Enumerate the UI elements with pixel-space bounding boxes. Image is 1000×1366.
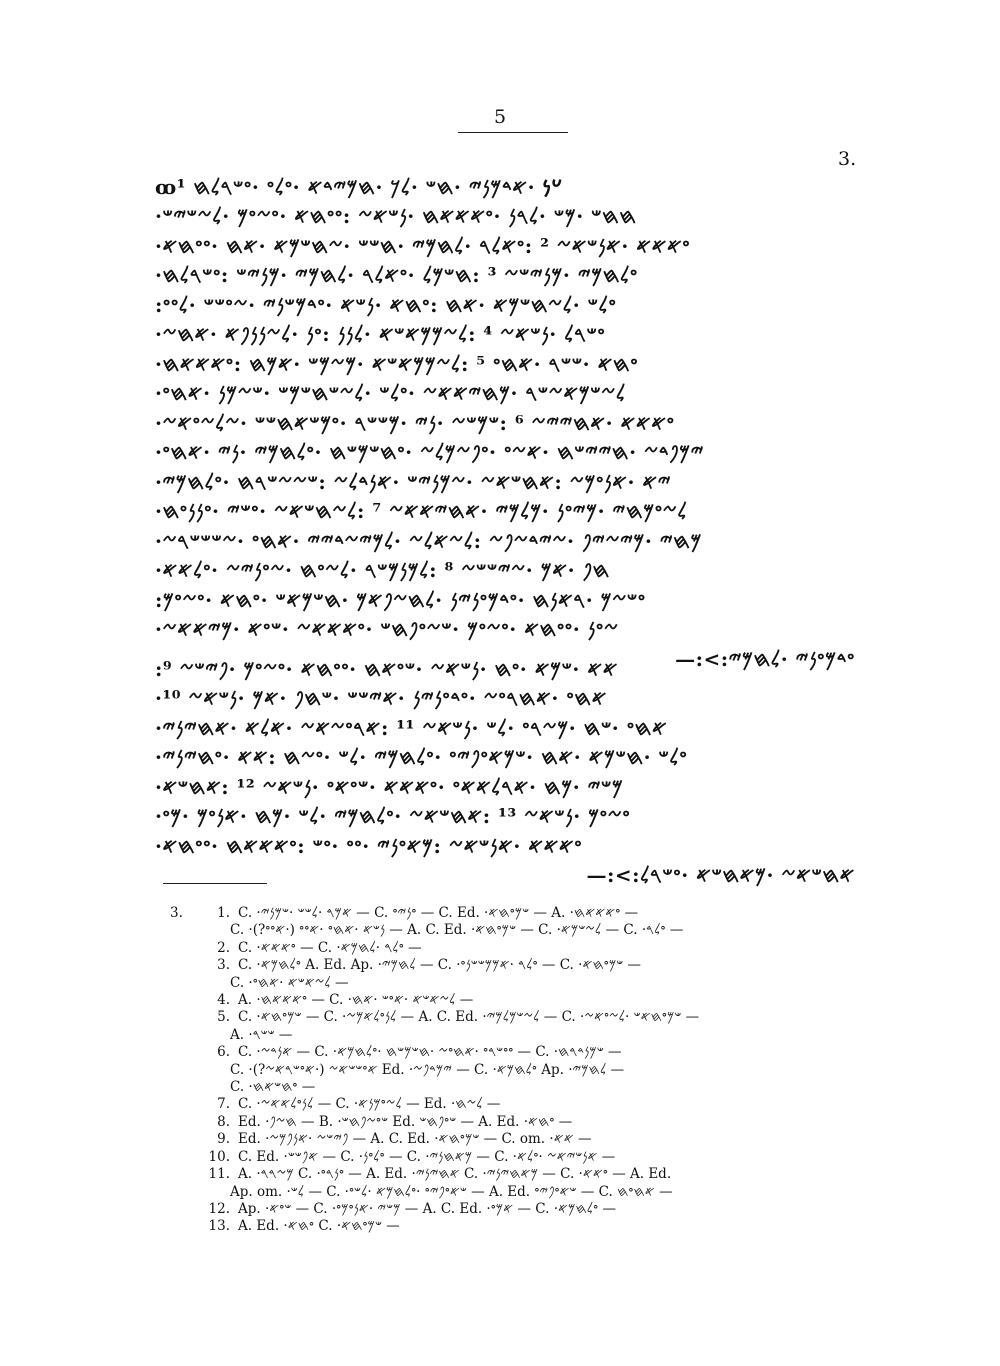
page-number: 5	[493, 106, 507, 128]
note-row	[170, 1166, 885, 1183]
note-number: 7.	[217, 1096, 230, 1113]
script-line: —:<:𐤏𐤃𐤌𐤏𐤍𐤉 ·𐤋𐤇𐤌𐤉	[675, 646, 855, 671]
note-section	[170, 1131, 200, 1148]
note-text: C. ·𐤀𐤌𐤓 ·𐤋𐤔𐤔 ·𐤔𐤌𐤍𐤉 — C. 𐤏𐤍𐤉𐤏 — C. Ed. ·𐤔𐤌𐤏𐤇𐤀 — A. ·𐤏𐤀𐤀𐤀𐤇 —	[238, 905, 639, 921]
note-text: C. ·𐤋𐤍𐤏𐤋𐤀𐤀𐤆 — C. ·𐤋𐤆𐤏𐤌𐤍𐤀 — Ed. ·𐤋𐤆𐤇 —	[238, 1096, 501, 1113]
footnote-rule	[163, 883, 267, 884]
section-number: 3.	[838, 148, 857, 170]
note-text: C. ·𐤋𐤆𐤀𐤔𐤀 ·𐤀𐤇𐤏 —	[230, 974, 349, 991]
note-section	[170, 1149, 200, 1166]
note-number: 6.	[217, 1044, 230, 1061]
note-text: A. ·𐤌𐤆𐤓𐤓 C. ·𐤏𐤍𐤓𐤏 — A. Ed. ·𐤀𐤇𐤉𐤍𐤉 C. ·𐤌𐤀𐤇𐤉𐤍𐤉 — C. ·𐤏𐤀𐤀 — A. Ed.	[238, 1166, 672, 1183]
note-section	[170, 1201, 200, 1218]
script-line: ·𐤏𐤋𐤇𐤌𐤉 ·𐤌𐤍𐤉𐤔𐤆 ³ :𐤇𐤔𐤌𐤋 ·𐤏𐤀𐤋𐤓 ·𐤋𐤇𐤌𐤉 ·𐤌𐤍𐤉𐤔 :𐤏𐤔𐤓𐤋𐤇	[155, 263, 638, 288]
script-line: ·𐤏𐤔𐤓𐤋 ·𐤍𐤔𐤀𐤆 ⁴ :𐤋𐤆𐤌𐤌𐤀𐤔𐤀 ·𐤋𐤍𐤍 :𐤏𐤍 ·𐤋𐤆𐤍𐤍𐤐𐤀 ·𐤀𐤇𐤆	[155, 322, 606, 347]
note-row	[170, 1096, 885, 1113]
note-section	[170, 940, 200, 957]
note-section	[170, 1009, 200, 1026]
script-line: —:<:𐤀𐤇𐤔𐤀𐤆 ·𐤌𐤀𐤇𐤔𐤀 ·𐤏𐤔𐤓𐤋	[586, 863, 855, 888]
script-line: ·𐤇𐤐 ·𐤀𐤌 ·𐤆𐤉𐤔𐤔𐤆 ⁸ :𐤋𐤌𐤍𐤌𐤔𐤓 ·𐤋𐤆𐤏𐤇 ·𐤆𐤏𐤍𐤉𐤆 ·𐤏𐤋𐤀𐤀	[155, 558, 610, 583]
note-row	[170, 1009, 885, 1026]
note-text: A. ·𐤏𐤀𐤀𐤀𐤇 — C. ·𐤋𐤆𐤀𐤔𐤀 ·𐤀𐤏𐤔 ·𐤀𐤇 —	[238, 992, 474, 1009]
note-row	[170, 1201, 885, 1218]
script-line: ·𐤌𐤇𐤉 ·𐤌𐤉𐤆𐤉𐤐 ·𐤆𐤉𐤃𐤆𐤐𐤆 :𐤋𐤆𐤀𐤋𐤆 ·𐤋𐤌𐤉𐤆𐤃𐤉𐤉 ·𐤀𐤇𐤏 ·𐤆𐤔𐤔𐤔𐤓𐤆	[155, 528, 702, 553]
note-text: C. Ed. ·𐤀𐤐𐤔𐤔 — C. ·𐤏𐤋𐤏𐤍 — C. ·𐤌𐤀𐤇𐤍𐤉 — C. ·𐤀𐤍𐤔𐤉𐤀𐤆 ·𐤏𐤋𐤀 —	[238, 1148, 616, 1165]
note-row	[170, 1027, 885, 1044]
script-line: ·𐤋𐤆𐤔𐤌𐤀𐤆𐤔𐤓 ·𐤌𐤇𐤉𐤀𐤀𐤆 ·𐤏𐤋𐤔 ·𐤋𐤆𐤔𐤇𐤔𐤌𐤔 ·𐤔𐤆𐤌𐤍 ·𐤀𐤇𐤏	[155, 381, 626, 406]
note-row	[170, 1218, 885, 1235]
note-row	[170, 957, 885, 974]
script-line: ·𐤉𐤀 ·𐤀𐤍𐤏𐤌𐤆 :𐤀𐤇𐤔𐤀𐤆 ·𐤆𐤌𐤍𐤉𐤔 ·𐤀𐤍𐤃𐤋𐤆 :𐤔𐤆𐤆𐤔𐤓𐤇 ·𐤏𐤋𐤇𐤌𐤉	[155, 469, 672, 494]
note-section	[170, 992, 200, 1009]
note-text: C. ·𐤀𐤍𐤃𐤆 — C. ·𐤏𐤏𐤔𐤓𐤏 ·𐤀𐤇𐤏𐤆 ·𐤇𐤔𐤌𐤔𐤇 ·𐤏𐤋𐤇𐤌𐤀 — C. ·𐤔𐤌𐤍𐤃𐤓𐤇 —	[238, 1044, 622, 1061]
note-number: 13.	[208, 1218, 230, 1235]
note-section	[170, 1096, 200, 1113]
script-line: :𐤏𐤔𐤆𐤌 ·𐤓𐤀𐤍𐤇 ·𐤏𐤃𐤌𐤏𐤍𐤉𐤍 ·𐤋𐤇𐤆𐤐𐤀𐤌 ·𐤇𐤔𐤌𐤀𐤔 ·𐤏𐤇𐤀 ·𐤏𐤆𐤏𐤌	[155, 587, 646, 612]
note-row	[170, 1184, 885, 1201]
note-section: 3.	[170, 905, 183, 921]
note-row	[170, 1044, 885, 1061]
note-number: 9.	[217, 1131, 230, 1148]
note-text: C. ·𐤏𐤋𐤇𐤌𐤀 A. Ed. Ap. ·𐤋𐤇𐤌𐤉 — C. ·𐤏𐤋𐤓 ·𐤀𐤌𐤌𐤔𐤔𐤍𐤏 — C. ·𐤔𐤌𐤏𐤇𐤀 —	[238, 957, 642, 974]
note-row	[170, 975, 885, 992]
note-text: A. Ed. ·𐤏𐤇𐤀 C. ·𐤔𐤌𐤏𐤇𐤀 —	[238, 1218, 400, 1235]
script-line: ·𐤏𐤀𐤀𐤀 ·𐤀𐤇𐤉𐤉𐤆 ⁶ :𐤔𐤌𐤔𐤆 ·𐤍𐤉 ·𐤌𐤔𐤔𐤓 ·𐤏𐤌𐤔𐤀𐤇𐤔𐤔 ·𐤆𐤋𐤆𐤏𐤀𐤆	[155, 410, 675, 435]
note-text: C. ·𐤏𐤀𐤀𐤀 — C. ·𐤏𐤋𐤓 ·𐤋𐤇𐤌𐤀 —	[238, 939, 422, 956]
note-number: 11.	[208, 1166, 230, 1183]
header-rule	[458, 132, 568, 133]
note-row	[170, 922, 885, 939]
note-row	[170, 940, 885, 957]
note-text: Ap. ·𐤔𐤏𐤀 — C. ·𐤌𐤔𐤉 ·𐤀𐤍𐤏𐤌𐤏 — A. C. Ed. ·𐤀𐤌𐤏 — C. ·𐤏𐤋𐤇𐤌𐤀 —	[238, 1200, 617, 1217]
note-row	[170, 1062, 885, 1079]
script-line: ·𐤏𐤀𐤀𐤀 ·𐤀𐤍𐤔𐤀𐤆 :𐤌𐤀𐤏𐤍𐤉 ·𐤏𐤏 ·𐤏𐤔 :𐤏𐤀𐤀𐤀𐤇 ·𐤏𐤏𐤇𐤀	[155, 833, 583, 858]
script-text-block-1	[155, 172, 855, 674]
note-number: 3.	[217, 957, 230, 974]
note-number: 1.	[217, 905, 230, 921]
note-text: A. ·𐤔𐤔𐤓 —	[230, 1026, 293, 1043]
script-line: ·𐤋𐤆𐤏𐤌𐤇𐤉 ·𐤌𐤉𐤏𐤍 ·𐤌𐤋𐤌𐤉 ·𐤀𐤇𐤉𐤀𐤀𐤆 ⁷ :𐤋𐤆𐤇𐤔𐤀𐤆 ·𐤏𐤔𐤉 ·𐤏𐤍𐤍𐤏𐤇	[155, 499, 688, 524]
note-number: 2.	[217, 939, 230, 956]
note-text: Ed. ·𐤐𐤉𐤔𐤆 ·𐤀𐤍𐤐𐤌𐤆 — A. C. Ed. ·𐤔𐤌𐤏𐤇𐤀 — C. om. ·𐤀𐤀 —	[238, 1131, 592, 1148]
note-text: C. ·𐤔𐤌𐤏𐤇𐤀 — C. ·𐤋𐤍𐤏𐤋𐤀𐤌𐤆 — A. C. Ed. ·𐤋𐤆𐤔𐤌𐤋𐤌𐤉 — C. ·𐤔𐤌𐤏𐤇𐤀𐤔 ·𐤋𐤆𐤏𐤀𐤆 —	[238, 1009, 700, 1026]
note-section	[170, 1114, 200, 1131]
script-line: ꝏ𐡏𐡍 ·𐤀𐤃𐤌𐤍𐤉 ·𐤇𐤔 ·𐤋𐤊 ·𐤇𐤌𐤉𐤃𐤀 ·𐤏𐤋𐤏 ·𐤏𐤔𐤓𐤋𐤇 ¹	[155, 175, 563, 200]
script-line: :𐤏𐤋𐤔 ·𐤋𐤆𐤇𐤔𐤌𐤀 ·𐤀𐤇 :𐤏𐤇𐤀 ·𐤍𐤔𐤀 ·𐤏𐤃𐤌𐤔𐤍𐤉 ·𐤆𐤏𐤔𐤔 ·𐤋𐤏𐤏	[155, 292, 617, 317]
note-row	[170, 1149, 885, 1166]
note-section	[170, 1166, 200, 1183]
note-number: 8.	[217, 1113, 230, 1130]
note-row	[170, 992, 885, 1009]
script-line: ·𐤏𐤋𐤔 ·𐤇𐤔𐤌𐤀 ·𐤀𐤇 ·𐤔𐤌𐤀𐤏𐤐𐤉𐤏 ·𐤏𐤋𐤇𐤌𐤉 ·𐤋𐤔 ·𐤏𐤆𐤇 :𐤀𐤀 ·𐤏𐤇𐤉𐤍𐤉	[155, 745, 688, 770]
apparatus-notes	[170, 905, 885, 1236]
note-row	[170, 1114, 885, 1131]
note-section	[170, 1218, 200, 1235]
script-line: :𐤀𐤀 ·𐤔𐤌𐤀 ·𐤏𐤇 ·𐤍𐤔𐤀𐤆 ·𐤔𐤏𐤀𐤇 ·𐤏𐤏𐤇𐤀 ·𐤏𐤆𐤏𐤌 ·𐤐𐤉𐤔𐤆 ⁹	[155, 656, 619, 681]
note-number: 5.	[217, 1009, 230, 1026]
note-text: C. ·𐤀𐤏𐤔𐤔𐤀𐤆 (·𐤀𐤏𐤔𐤓𐤀𐤆?) Ed. ·𐤉𐤌𐤃𐤐𐤆 — C. ·𐤏𐤋𐤇𐤌𐤀 Ap. ·𐤋𐤇𐤌𐤉 —	[230, 1061, 625, 1078]
note-row	[170, 905, 885, 922]
note-row	[170, 1131, 885, 1148]
script-line: ·𐤏𐤇𐤀 ·𐤔𐤔𐤓 ·𐤀𐤇𐤏 ⁵ :𐤋𐤆𐤌𐤌𐤀𐤔𐤀 ·𐤌𐤆𐤌𐤔 ·𐤀𐤌𐤇 :𐤏𐤀𐤀𐤀𐤇	[155, 351, 639, 376]
script-line: ·𐤏𐤆𐤏𐤌 ·𐤍𐤔𐤀𐤆 ¹³ :𐤀𐤇𐤔𐤀𐤆 ·𐤏𐤋𐤇𐤌𐤉 ·𐤋𐤔 ·𐤌𐤇 ·𐤀𐤍𐤏𐤌 ·𐤌𐤏	[155, 804, 631, 829]
script-line: ·𐤀𐤇𐤏 ·𐤔𐤇 ·𐤌𐤆𐤓𐤏 ·𐤋𐤔 ·𐤍𐤔𐤀𐤆 ¹¹ :𐤀𐤓𐤏𐤆𐤀𐤆 ·𐤀𐤋𐤀 ·𐤀𐤇𐤉𐤍𐤉	[155, 715, 668, 740]
note-text: C. ·𐤏𐤇𐤔𐤀𐤇 —	[230, 1079, 316, 1096]
script-line: ·𐤆𐤏𐤍 ·𐤏𐤏𐤇𐤀 ·𐤏𐤆𐤏𐤌 ·𐤔𐤆𐤏𐤐𐤇𐤔 ·𐤏𐤀𐤀𐤀𐤆 ·𐤔𐤏𐤀 ·𐤌𐤉𐤀𐤀𐤆	[155, 617, 619, 642]
note-number: 4.	[217, 992, 230, 1009]
note-text: Ed. ·𐤇𐤆𐤐 — B. ·𐤔𐤏𐤆𐤐𐤇𐤔 Ed. 𐤔𐤏𐤐𐤇𐤔 — A. Ed. ·𐤏𐤇𐤀 —	[238, 1113, 573, 1130]
script-line: ·𐤀𐤇𐤏 ·𐤀𐤇𐤓𐤏𐤆 ·𐤏𐤃𐤏𐤍𐤉𐤍 ·𐤀𐤉𐤔𐤔 ·𐤔𐤇𐤐 ·𐤀𐤌 ·𐤍𐤔𐤀𐤆 ¹⁰	[155, 686, 607, 711]
script-line: ·𐤌𐤔𐤉 ·𐤌𐤇 ·𐤀𐤓𐤋𐤀𐤀𐤏 ·𐤏𐤀𐤀𐤀 ·𐤔𐤏𐤀𐤏 ·𐤍𐤔𐤀𐤆 ¹² :𐤀𐤇𐤔𐤀	[155, 774, 624, 799]
note-text: C. ·𐤍𐤔𐤀 ·𐤀𐤇𐤏 ·𐤀𐤏𐤏 (·𐤀𐤏𐤏?) — A. C. Ed. ·𐤔𐤌𐤏𐤇𐤀 — C. ·𐤋𐤆𐤔𐤌𐤀 — C. ·𐤏𐤋𐤓 —	[230, 922, 684, 939]
script-line: ·𐤇𐤇𐤔 ·𐤌𐤔 ·𐤋𐤓𐤍 ·𐤏𐤀𐤀𐤀𐤇 ·𐤍𐤔𐤀𐤆 :𐤏𐤏𐤇𐤀 ·𐤏𐤆𐤏𐤌 ·𐤋𐤆𐤔𐤉𐤔	[155, 204, 637, 229]
note-section	[170, 957, 200, 974]
script-line: ·𐤏𐤀𐤀𐤀 ·𐤀𐤍𐤔𐤀𐤆 ² :𐤏𐤀𐤋𐤓 ·𐤋𐤇𐤌𐤉 ·𐤇𐤔𐤔 ·𐤆𐤇𐤔𐤌𐤀 ·𐤀𐤇 ·𐤏𐤏𐤇𐤀	[155, 233, 691, 258]
script-text-block-2	[155, 654, 855, 890]
script-line: ·𐤉𐤌𐤐𐤃𐤆 ·𐤇𐤉𐤉𐤔𐤇 ·𐤀𐤆𐤏 ·𐤏𐤐𐤆𐤌𐤋𐤆 ·𐤏𐤇𐤔𐤌𐤔𐤇 ·𐤏𐤋𐤇𐤌𐤉 ·𐤍𐤉 ·𐤀𐤇𐤏	[155, 440, 705, 465]
note-section	[170, 1044, 200, 1061]
note-row	[170, 1079, 885, 1096]
note-number: 10.	[208, 1148, 230, 1165]
note-number: 12.	[208, 1200, 230, 1217]
note-text: Ap. om. ·𐤋𐤔 — C. ·𐤔𐤀𐤏𐤐𐤉𐤏 ·𐤏𐤋𐤇𐤌𐤀 ·𐤋𐤔𐤏 — A. Ed. 𐤔𐤀𐤏𐤐𐤉𐤏 — C. 𐤀𐤇𐤏𐤇 —	[230, 1183, 673, 1200]
